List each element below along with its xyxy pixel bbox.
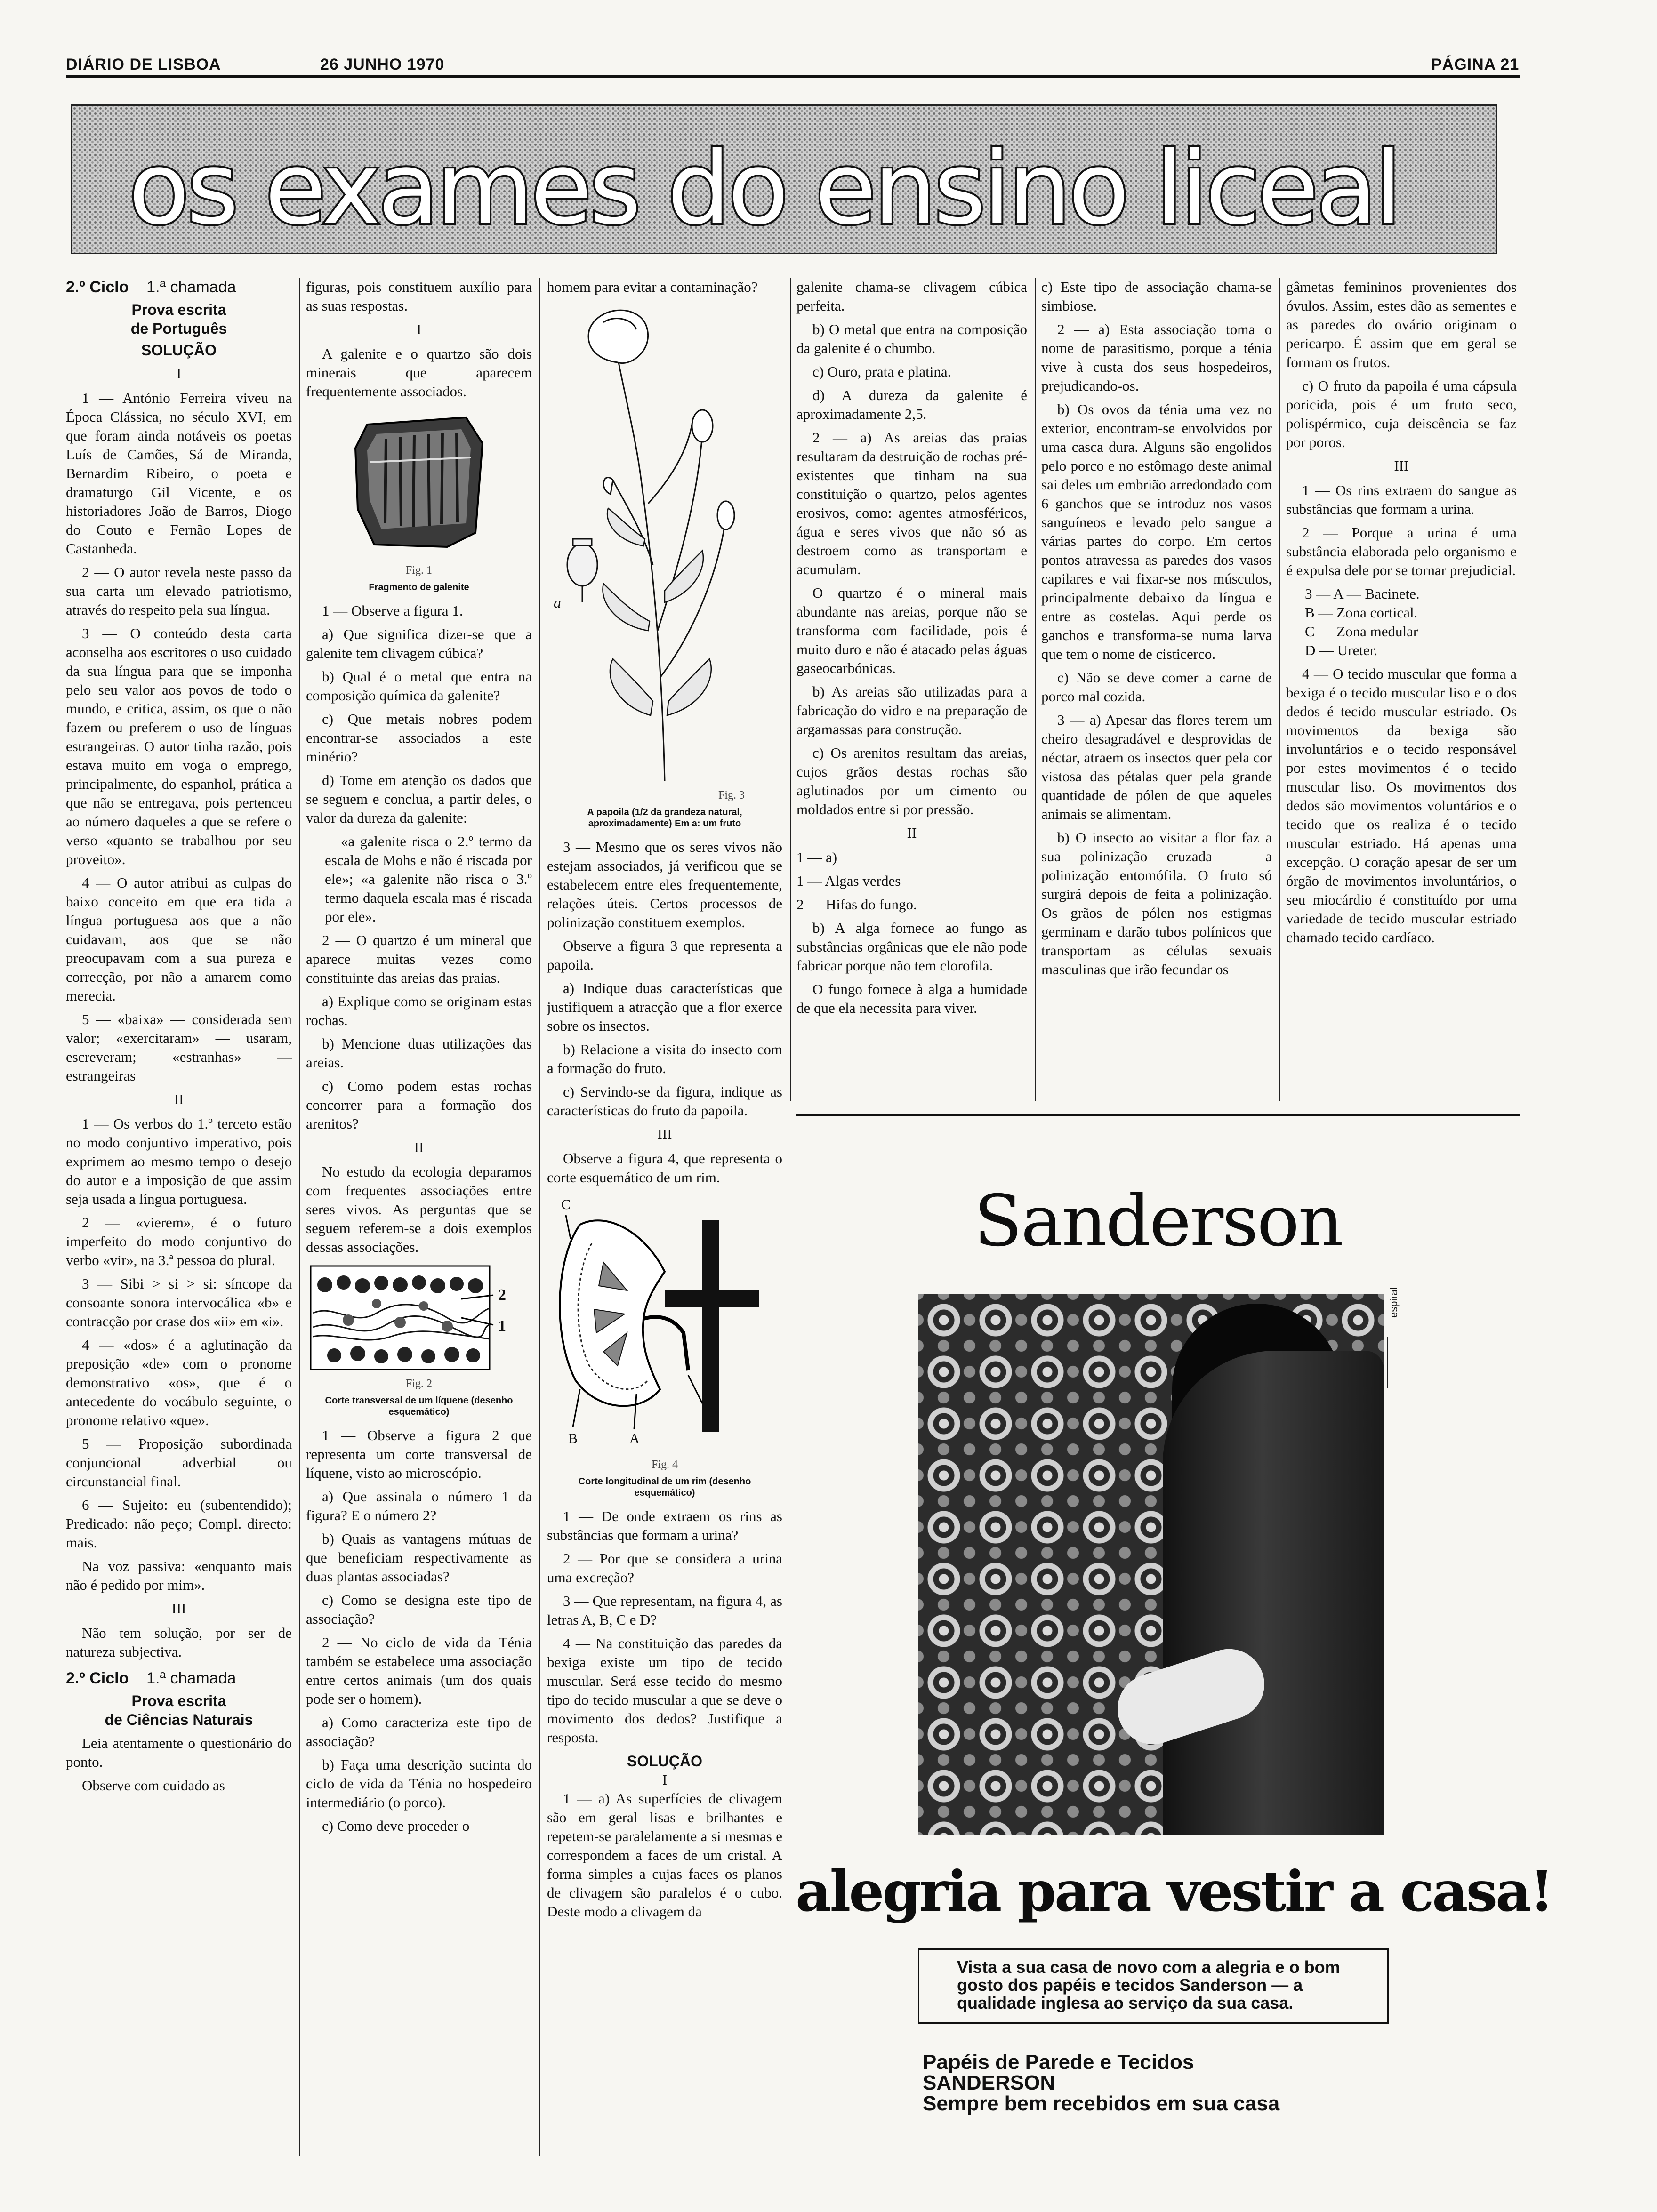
paragraph: 4 — Na constituição das paredes da bexiga existe um tipo de tecido muscular. Será esse tecido do mesmo tipo do tecido muscular a que se deve o movimento dos dedos? Justifique a resposta.	[547, 1635, 782, 1746]
paragraph: gâmetas femininos provenientes dos óvulos. Assim, estes dão as sementes e as paredes do ovário originam o pericarpo. É assim que em geral se formam os frutos.	[1286, 279, 1517, 370]
paragraph: b) A alga fornece ao fungo as substâncias orgânicas que ele não pode fabricar porque não tem clorofila.	[796, 920, 1027, 974]
figure-mark-a: A	[629, 1431, 640, 1446]
ad-slogan: alegria para vestir a casa!	[796, 1859, 1552, 1924]
paragraph: Na voz passiva: «enquanto mais não é pedido por mim».	[66, 1558, 292, 1593]
paragraph: c) Servindo-se da figura, indique as características do fruto da papoila.	[547, 1083, 782, 1119]
paragraph: b) Quais as vantagens mútuas de que beneficiam respectivamente as duas plantas associadas?	[306, 1531, 532, 1585]
paragraph: Observe a figura 4, que representa o corte esquemático de um rim.	[547, 1150, 782, 1186]
column-4	[796, 278, 1027, 1106]
paragraph: a) Como caracteriza este tipo de associação?	[306, 1714, 532, 1749]
galena-fragment-illustration	[348, 406, 490, 561]
paragraph: 4 — «dos» é a aglutinação da preposição «de» com o pronome demonstrativo «os», que é o antecedente do vocábulo seguinte, o pronome relativo «que».	[66, 1337, 292, 1428]
lichen-figure	[306, 1261, 527, 1374]
column-divider	[1279, 278, 1280, 1101]
paragraph: b) Relacione a visita do insecto com a formação do fruto.	[547, 1041, 782, 1076]
paragraph: 5 — Proposição subordinada conjuncional adverbial ou circunstancial final.	[66, 1435, 292, 1490]
ad-footer-brand: SANDERSON	[923, 2071, 1055, 2094]
section-numeral: II	[907, 825, 917, 841]
page-number: PÁGINA 21	[1431, 56, 1520, 73]
paragraph: a) Que assinala o número 1 da figura? E o número 2?	[306, 1488, 532, 1523]
paragraph: c) Os arenitos resultam das areias, cujos grãos destas rochas são aglutinados por um cimento ou moldados entre si por pressão.	[796, 745, 1027, 817]
exam-title: Prova escrita	[131, 301, 226, 318]
agency-credit: espiral	[1388, 1287, 1400, 1318]
figure-mark-a: a	[554, 594, 561, 611]
paragraph: c) Como deve proceder o	[322, 1818, 470, 1834]
paragraph: b) O metal que entra na composição da galenite é o chumbo.	[796, 321, 1027, 356]
section-numeral: I	[176, 365, 182, 382]
paragraph: 2 — Por que se considera a urina uma excreção?	[547, 1550, 782, 1586]
paragraph: 1 — Os verbos do 1.º terceto estão no modo conjuntivo imperativo, pois exprimem ao mesmo tempo o desejo do autor e a imposição de que assim seja usada a língua portuguesa.	[66, 1115, 292, 1207]
ad-copy-box: Vista a sua casa de novo com a alegria e o bom gosto dos papéis e tecidos Sanderson — a qualidade inglesa ao serviço da sua casa.	[918, 1948, 1389, 2024]
paragraph: 2 — a) Esta associação toma o nome de parasitismo, porque a ténia vive à custa dos seus hospedeiros, prejudicando-os.	[1041, 321, 1272, 394]
section-numeral: III	[657, 1126, 672, 1142]
masthead	[66, 56, 1520, 72]
paragraph: 1 — Algas verdes	[796, 873, 901, 889]
issue-date: 26 JUNHO 1970	[320, 56, 445, 73]
paragraph: b) Mencione duas utilizações das areias.	[306, 1035, 532, 1071]
paragraph: b) Qual é o metal que entra na composição química da galenite?	[306, 668, 532, 704]
newspaper-name: DIÁRIO DE LISBOA	[66, 56, 221, 73]
figure-caption: Corte longitudinal de um rim (desenho esquemático)	[578, 1476, 751, 1498]
paragraph: 4 — O autor atribui as culpas do baixo conceito em que era tida a língua portuguesa aos que a não cuidavam, aos que se não preocupavam com a sua pureza e correcção, por não a amarem como merecia.	[66, 874, 292, 1004]
column-divider	[299, 278, 300, 2156]
paragraph: 1 — a) As superfícies de clivagem são em geral lisas e brilhantes e repetem-se paralelamente a si mesmas e correspondem a faces de um cristal. A forma simples a cujas faces os planos de clivagem são paralelos é o cubo. Deste modo a clivagem da	[547, 1790, 782, 1920]
paragraph: 1 — a)	[796, 849, 837, 866]
paragraph: 5 — «baixa» — considerada sem valor; «exercitaram» — usaram, escreveram; «estranhas» — estrangeiras	[66, 1011, 292, 1084]
paragraph: Observe a figura 3 que representa a papoila.	[547, 938, 782, 973]
exam-subject: de Português	[130, 320, 227, 337]
banner-title: os exames do ensino liceal	[129, 130, 1400, 247]
paragraph: b) Faça uma descrição sucinta do ciclo de vida da Ténia no hospedeiro intermediário (o porco).	[306, 1756, 532, 1811]
paragraph: 1 — Os rins extraem do sangue as substâncias que formam a urina.	[1286, 482, 1517, 517]
figure-mark-2: 2	[498, 1286, 506, 1304]
paragraph: galenite chama-se clivagem cúbica perfeita.	[796, 279, 1027, 314]
paragraph: D — Ureter.	[1305, 642, 1378, 658]
paragraph: 1 — António Ferreira viveu na Época Clássica, no século XVI, em que foram ainda notáveis os poetas Luís de Camões, Sá de Miranda, Bernardim Ribeiro, o poeta e dramaturgo Gil Vicente, e os historiadores João de Barros, Diogo do Couto e Fernão Lopes de Castanheda.	[66, 390, 292, 557]
paragraph: O quartzo é o mineral mais abundante nas areias, porque não se transforma com facilidade, pois é muito duro e não é atacado pelas águas gaseocarbónicas.	[796, 585, 1027, 676]
exam-cycle-label: 2.º Ciclo 1.ª chamada	[66, 278, 236, 296]
paragraph: B — Zona cortical.	[1305, 604, 1418, 621]
figure-label: Fig. 3	[718, 789, 745, 801]
kidney-section-illustration	[547, 1192, 782, 1455]
paragraph: 3 — Sibi > si > si: síncope da consoante sonora intervocálica «b» e contracção por crase dos «ii» em «i».	[66, 1275, 292, 1330]
section-numeral: I	[416, 321, 422, 337]
figure-mark-b: B	[568, 1431, 578, 1446]
paragraph: C — Zona medular	[1305, 623, 1418, 640]
section-numeral: II	[414, 1139, 424, 1155]
paragraph: homem para evitar a contaminação?	[547, 279, 758, 295]
column-divider	[1035, 278, 1036, 1101]
section-numeral: I	[662, 1771, 668, 1788]
paragraph: 1 — Observe a figura 2 que representa um corte transversal de líquene, visto ao microscópio.	[306, 1427, 532, 1481]
poppy-plant-illustration	[547, 301, 782, 786]
paragraph: 2 — No ciclo de vida da Ténia também se estabelece uma associação entre certos animais (um dos quais pode ser o homem).	[306, 1634, 532, 1707]
masthead-rule	[66, 75, 1520, 78]
paragraph: a) Que significa dizer-se que a galenite tem clivagem cúbica?	[306, 626, 532, 661]
paragraph: c) Não se deve comer a carne de porco mal cozida.	[1041, 669, 1272, 705]
solution-heading: SOLUÇÃO	[627, 1753, 702, 1770]
credit-rule	[1387, 1337, 1388, 1388]
paragraph: b) Os ovos da ténia uma vez no exterior, encontram-se envolvidos por uma casca dura. Alguns são engolidos pelo porco e no estômago deste animal sai deles um embrião arredondado com 6 ganchos que se introduz nos vasos sanguíneos e levado pelo sangue a várias partes do corpo. Em certos pontos atravessa as paredes dos vasos capilares e vai fixar-se nos músculos, principalmente debaixo da língua e entre as costelas. Aqui perde os ganchos e transforma-se numa larva que tem o nome de cisticerco.	[1041, 401, 1272, 662]
section-numeral: III	[1394, 457, 1409, 474]
paragraph: 3 — O conteúdo desta carta aconselha aos escritores o uso cuidado da sua língua para que se imponha pelo seu valor aos povos de todo o mundo, e critica, assim, os que o não fazem ou preferem o uso de línguas estrangeiras. O autor tinha razão, pois estava muito em voga o emprego, principalmente, do espanhol, prática a que não se entregava, pois pertenceu ao número daqueles a que se refere o verso «quanto se trabalhou por seu proveito».	[66, 625, 292, 867]
lichen-cross-section-illustration	[306, 1261, 494, 1374]
column-1	[66, 278, 292, 2156]
paragraph: c) Ouro, prata e platina.	[812, 363, 951, 380]
ad-photo-woman-shape	[1163, 1351, 1384, 1835]
paragraph: a) Indique duas características que justifiquem a atracção que a flor exerce sobre os insectos.	[547, 980, 782, 1034]
ad-footer-tagline: Sempre bem recebidos em sua casa	[923, 2092, 1280, 2115]
column-3	[547, 278, 782, 2156]
figure-caption: A papoila (1/2 da grandeza natural, aproximadamente) Em a: um fruto	[587, 807, 742, 829]
paragraph: Leia atentamente o questionário do ponto.	[66, 1735, 292, 1770]
paragraph: 2 — O autor revela neste passo da sua carta um elevado patriotismo, através do respeito pela sua língua.	[66, 564, 292, 618]
paragraph: c) Este tipo de associação chama-se simbiose.	[1041, 279, 1272, 314]
solution-heading: SOLUÇÃO	[141, 342, 217, 359]
figure-mark-1: 1	[498, 1317, 506, 1335]
section-banner	[71, 104, 1497, 254]
sanderson-advertisement	[796, 1115, 1552, 2160]
exam-cycle-label: 2.º Ciclo 1.ª chamada	[66, 1669, 236, 1687]
paragraph: No estudo da ecologia deparamos com frequentes associações entre seres vivos. As perguntas que se seguem referem-se a dois exemplos dessas associações.	[306, 1163, 532, 1255]
paragraph: 2 — Hifas do fungo.	[796, 896, 917, 913]
paragraph: 1 — Observe a figura 1.	[322, 602, 463, 619]
kidney-figure	[547, 1192, 782, 1455]
paragraph: 2 — O quartzo é um mineral que aparece muitas vezes como constituinte das areias das praias.	[306, 932, 532, 986]
exam-subject: de Ciências Naturais	[105, 1711, 253, 1728]
ad-footer-line: Papéis de Parede e Tecidos	[923, 2051, 1194, 2074]
paragraph: d) Tome em atenção os dados que se seguem e conclua, a partir deles, o valor da dureza da galenite:	[306, 772, 532, 826]
paragraph: 1 — De onde extraem os rins as substâncias que formam a urina?	[547, 1508, 782, 1543]
ad-photo	[918, 1294, 1384, 1835]
paragraph: 2 — Porque a urina é uma substância elaborada pelo organismo e é expulsa dele por se tornar prejudicial.	[1286, 524, 1517, 578]
paragraph: «a galenite risca o 2.º termo da escala de Mohs e não é riscada por ele»; «a galenite não risca o 3.º termo daquela escala mas é riscada por ele».	[325, 833, 532, 925]
paragraph: c) Que metais nobres podem encontrar-se associados a este minério?	[306, 711, 532, 765]
paragraph: 3 — a) Apesar das flores terem um cheiro desagradável e desprovidas de néctar, atraem os insectos quer pela cor vistosa das pétalas quer pela grande quantidade de pólen de que aqueles animais se alimentam.	[1041, 712, 1272, 822]
paragraph: c) O fruto da papoila é uma cápsula poricida, pois é um fruto seco, polispérmico, cuja deiscência se faz por poros.	[1286, 377, 1517, 450]
paragraph: c) Como podem estas rochas concorrer para a formação dos arenitos?	[306, 1078, 532, 1132]
paragraph: 3 — Que representam, na figura 4, as letras A, B, C e D?	[547, 1593, 782, 1628]
paragraph: a) Explique como se originam estas rochas.	[306, 993, 532, 1028]
figure-mark-c: C	[561, 1197, 571, 1212]
figure-label: Fig. 4	[651, 1459, 678, 1471]
paragraph: b) O insecto ao visitar a flor faz a sua polinização cruzada — a polinização entomófila. O fruto só surgirá depois de feita a polinização. Os grãos de pólen nos estigmas germinam e darão tubos polínicos que transportam as células sexuais masculinas que irão fecundar os	[1041, 829, 1272, 978]
column-divider	[539, 278, 540, 2156]
poppy-figure	[547, 301, 782, 786]
column-2	[306, 278, 532, 2156]
figure-label: Fig. 2	[405, 1378, 432, 1390]
figure-label: Fig. 1	[405, 564, 432, 577]
paragraph: c) Como se designa este tipo de associação?	[306, 1592, 532, 1627]
figure-caption: Corte transversal de um líquene (desenho esquemático)	[325, 1395, 513, 1417]
paragraph: O fungo fornece à alga a humidade de que ela necessita para viver.	[796, 981, 1027, 1016]
paragraph: 3 — A — Bacinete.	[1305, 585, 1420, 602]
paragraph: Observe com cuidado as	[82, 1777, 225, 1794]
paragraph: 4 — O tecido muscular que forma a bexiga é o tecido muscular liso e o dos dedos é tecido muscular estriado. Os movimentos da bexiga são involuntários e o tecido responsável por estes movimentos é o tecido muscular liso. Os movimentos dos dedos são movimentos voluntários e o tecido que os realiza é o tecido muscular estriado. Há apenas uma excepção. O coração apesar de ser um órgão de movimentos involuntários, o seu miocárdio é constituído por uma variedade de tecido muscular estriado chamado tecido cardíaco.	[1286, 665, 1517, 946]
paragraph: Não tem solução, por ser de natureza subjectiva.	[66, 1625, 292, 1660]
figure-mark-d: D	[707, 1405, 717, 1420]
paragraph: A galenite e o quartzo são dois minerais que aparecem frequentemente associados.	[306, 345, 532, 400]
paragraph: 6 — Sujeito: eu (subentendido); Predicado: não peço; Compl. directo: mais.	[66, 1497, 292, 1551]
section-numeral: III	[171, 1600, 186, 1617]
column-divider	[790, 278, 791, 1101]
paragraph: b) As areias são utilizadas para a fabricação do vidro e na preparação de argamassas para construção.	[796, 683, 1027, 737]
paragraph: 2 — a) As areias das praias resultaram da destruição de rochas pré-existentes que tinham na sua constituição o quartzo, pelos agentes erosivos, como: agentes atmosféricos, água e seres vivos que não só as destroem como as transportam e acumulam.	[796, 429, 1027, 577]
ad-brand-name: Sanderson	[973, 1180, 1343, 1262]
figure-caption: Fragmento de galenite	[369, 582, 469, 593]
paragraph: 2 — «vierem», é o futuro imperfeito do modo conjuntivo do verbo «vir», na 3.ª pessoa do plural.	[66, 1214, 292, 1268]
section-numeral: II	[174, 1091, 184, 1107]
paragraph: d) A dureza da galenite é aproximadamente 2,5.	[796, 387, 1027, 422]
exam-title: Prova escrita	[131, 1692, 226, 1709]
column-6	[1286, 278, 1517, 1106]
paragraph: figuras, pois constituem auxílio para as suas respostas.	[306, 279, 532, 314]
paragraph: 3 — Mesmo que os seres vivos não estejam associados, já verificou que se estabelecem entre eles frequentemente, relações úteis. Certos processos de polinização constituem exemplos.	[547, 839, 782, 930]
column-5	[1041, 278, 1272, 1106]
ad-footer	[923, 2052, 1417, 2114]
